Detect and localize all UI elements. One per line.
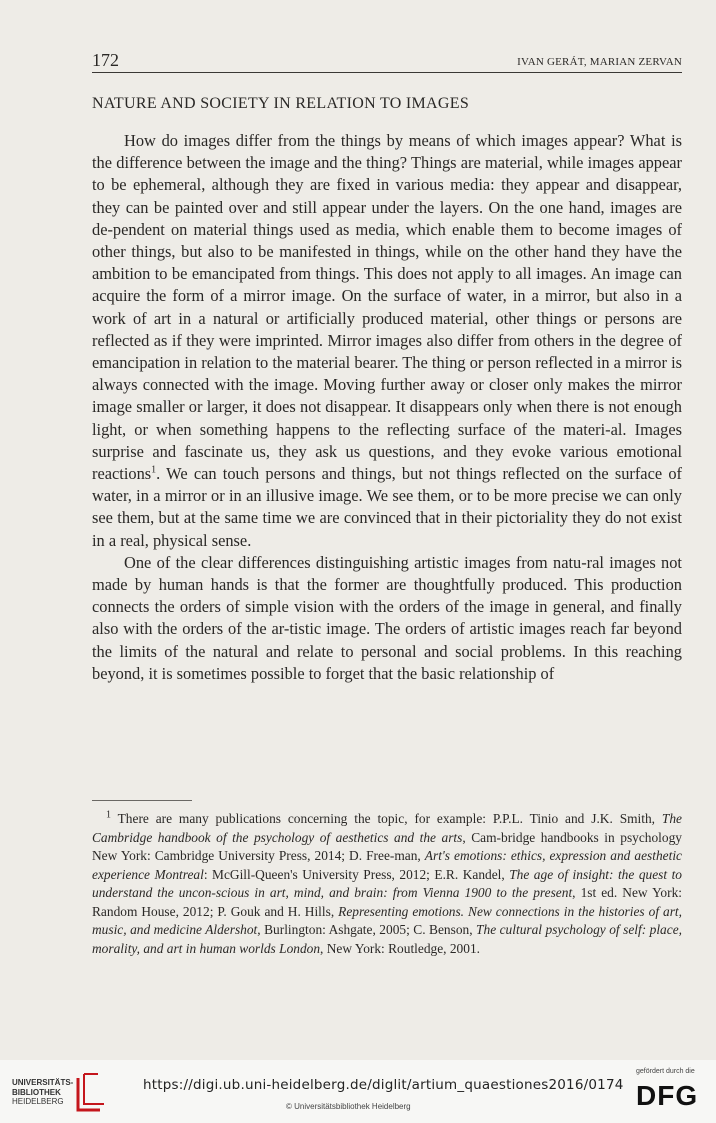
copyright-notice: © Universitätsbibliothek Heidelberg [286,1102,411,1111]
digitization-footer [0,1060,716,1123]
source-url-link[interactable]: https://digi.ub.uni-heidelberg.de/diglit/artium_quaestiones2016/0174 [143,1077,624,1093]
footnote-title: Art's emotions: ethics, expression and aesthetic experience Montreal [92,848,682,882]
footnote-text: , 1st ed. New York: Random House, 2012; P. Gouk and H. Hills, [92,885,682,919]
library-name: UNIVERSITÄTS- BIBLIOTHEK HEIDELBERG [12,1078,74,1106]
running-head-authors: IVAN GERÁT, MARIAN ZERVAN [517,56,682,68]
dfg-wordmark: DFG [636,1080,699,1111]
footnote-title: Representing emotions. New connections in the histories of art, music, and medicine Aldershot [92,903,682,937]
page-number: 172 [92,50,119,70]
footnote-separator [92,800,192,801]
footnote-text: : McGill-Queen's University Press, 2012; E.R. Kandel, [203,866,510,882]
footnote [92,810,682,958]
paragraph-text: How do images differ from the things by means of which images appear? What is the difference between the image and the thing? Things are material, while images appear to be ephemeral, although they are fixed in various media: they appear and disappear, they can be painted over and still appear under the layers. On the one hand, images are de-pendent on material things used as media, which enable them to become images of other things, but also to be manifested in things, while on the other hand they have the ambition to be emancipated from things. This does not apply to all images. An image can acquire the form of a mirror image. On the surface of water, in a mirror, but also in a work of art in a natural or artificially produced material, other things or persons are reflected as if they were imprinted. Mirror images also differ from others in the degree of emancipation in relation to the material bearer. The thing or person reflected in a mirror is always connected with the image. Moving further away or closer only makes the mirror image smaller or larger, it does not disappear. It disappears only when there is not enough light, or when something happens to the reflecting surface of the materi-al. Images surprise and fascinate us, they ask us questions, and they evoke various emotional reactions [92,131,682,484]
paragraph-text: . We can touch persons and things, but not things reflected on the surface of water, in a mirror or in an illusive image. We see them, or to be more precise we can only see them, but at the same time we are convinced that in their pictoriality they do not exist in a real, physical sense. [92,464,682,550]
footnote-text: , Cam-bridge handbooks in psychology New York: Cambridge University Press, 2014; D. Free-man, [92,829,682,863]
library-mark-icon [74,1072,106,1112]
footnote-title: The Cambridge handbook of the psychology of aesthetics and the arts [92,811,682,845]
paragraph [92,130,682,552]
footnote-title: The age of insight: the quest to understand the uncon-scious in art, mind, and brain: from Vienna 1900 to the present [92,866,682,900]
footnote-text: There are many publications concerning the topic, for example: P.P.L. Tinio and J.K. Smith, [111,811,662,826]
running-head [92,50,682,73]
footnote-text: , Burlington: Ashgate, 2005; C. Benson, [257,922,477,937]
footnote-marker: 1 [106,809,111,821]
dfg-logo [632,1068,708,1114]
section-title: NATURE AND SOCIETY IN RELATION TO IMAGES [92,95,470,112]
footnote-title: The cultural psychology of self: place, morality, and art in human worlds London [92,922,682,956]
footnote-text: , New York: Routledge, 2001. [320,940,480,956]
funded-by-label: gefördert durch die [636,1068,695,1075]
university-library-logo [12,1072,107,1112]
body-text [92,130,682,685]
paragraph: One of the clear differences distinguishing artistic images from natu-ral images not made by human hands is that the former are thoughtfully produced. This production connects the orders of simple vision with the orders of the image in general, and finally also with the orders of the ar-tistic image. The orders of artistic images reach far beyond the limits of the natural and relate to personal and social problems. In this reaching beyond, it is sometimes possible to forget that the basic relationship of [92,552,682,683]
footnote-reference[interactable]: 1 [151,464,157,476]
